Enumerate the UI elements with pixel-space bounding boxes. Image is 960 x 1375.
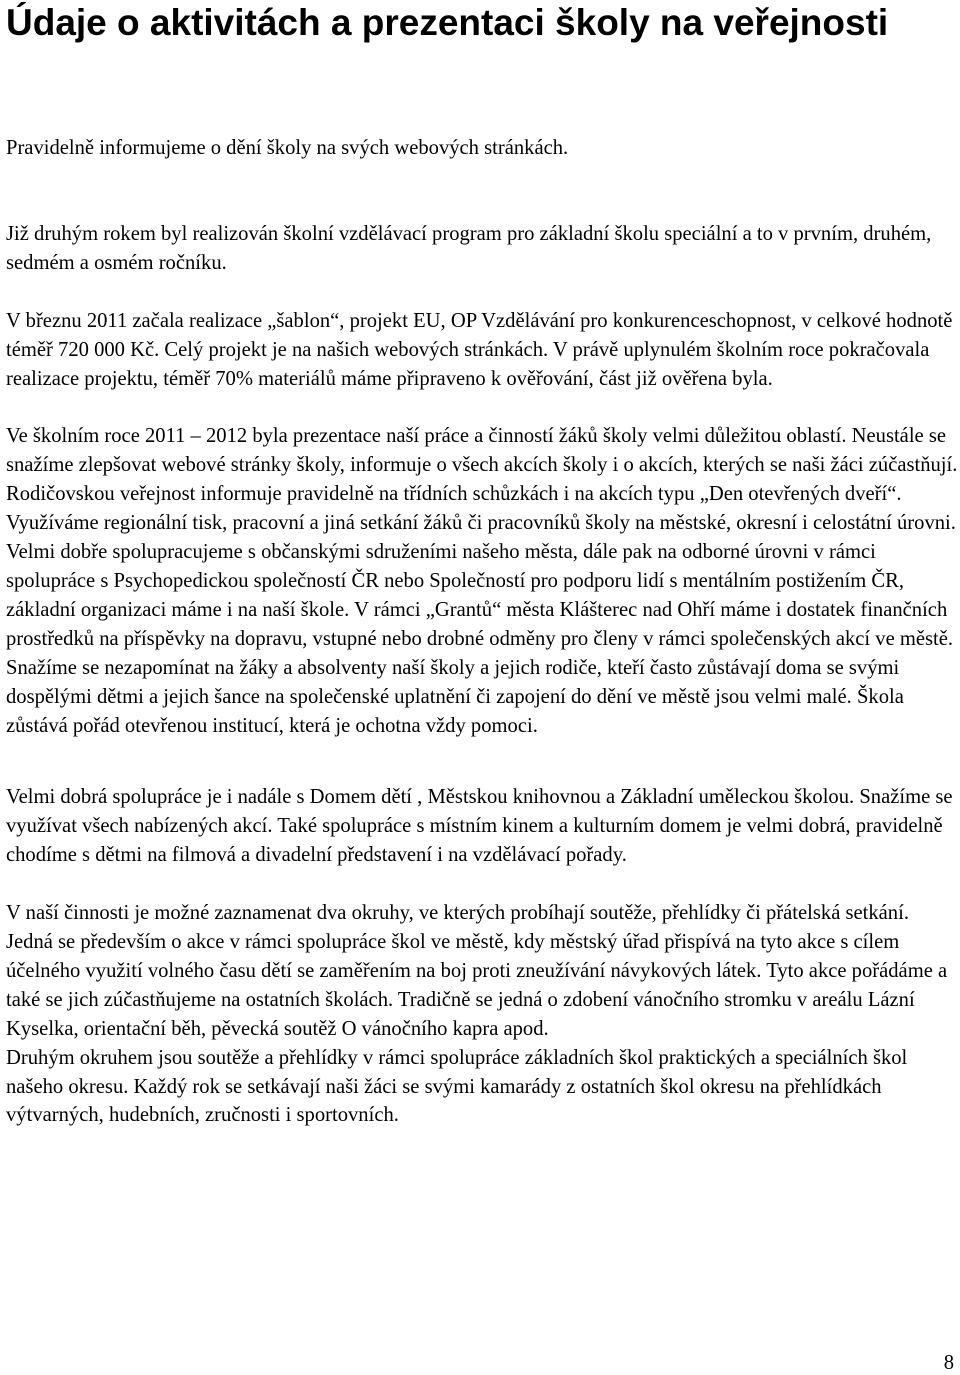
paragraph-regional-cooperation: Využíváme regionální tisk, pracovní a jiná setkání žáků či pracovníků školy na městské, okresní i celostátní úrovni. Velmi dobře spolupracujeme s občanskými sdruženími našeho města, dále pak na odborné úrovni v rámci spolupráce s Psychopedickou společností ČR nebo Společností pro podporu lidí s mentálním postižením ČR, základní organizaci máme i na naší škole. V rámci „Grantů“ města Klášterec nad Ohří máme i dostatek finančních prostředků na příspěvky na dopravu, vstupné nebo drobné odměny pro členy v rámci společenských akcí ve městě. Snažíme se nezapomínat na žáky a absolventy naší školy a jejich rodiče, kteří často zůstávají doma se svými dospělými dětmi a jejich šance na společenské uplatnění či zapojení do dění ve městě jsou velmi malé. Škola zůstává pořád otevřenou institucí, která je ochotna vždy pomoci.	[6, 512, 956, 737]
paragraph-school-program: Již druhým rokem byl realizován školní vzdělávací program pro základní školu speciální a to v prvním, druhém, sedmém a osmém ročníku.	[6, 222, 932, 274]
page-title: Údaje o aktivitách a prezentaci školy na veřejnosti	[6, 2, 889, 43]
paragraph-eu-project: V březnu 2011 začala realizace „šablon“, projekt EU, OP Vzdělávání pro konkurenceschopnost, v celkové hodnotě téměř 720 000 Kč. Celý projekt je na našich webových stránkách. V právě uplynulém školním roce pokračovala realizace projektu, téměř 70% materiálů máme připraveno k ověřování, část již ověřena byla.	[6, 309, 953, 390]
paragraph-competitions: V naší činnosti je možné zaznamenat dva okruhy, ve kterých probíhají soutěže, přehlídky či přátelská setkání. Jedná se především o akce v rámci spolupráce škol ve městě, kdy městský úřad přispívá na tyto akce s cílem účelného využití volného času dětí se zaměřením na boj proti zneužívání návykových látek. Tyto akce pořádáme a také se jich zúčastňujeme na ostatních školách. Tradičně se jedná o zdobení vánočního stromku v areálu Lázní Kyselka, orientační běh, pěvecká soutěž O vánočního kapra apod.	[6, 902, 948, 1040]
paragraph-local-institutions: Velmi dobrá spolupráce je i nadále s Domem dětí , Městskou knihovnou a Základní uměleckou školou. Snažíme se využívat všech nabízených akcí. Také spolupráce s místním kinem a kulturním domem je velmi dobrá, pravidelně chodíme s dětmi na filmová a divadelní představení i na vzdělávací pořady.	[6, 786, 953, 867]
paragraph-presentation: Ve školním roce 2011 – 2012 byla prezentace naší práce a činností žáků školy velmi důležitou oblastí. Neustále se snažíme zlepšovat webové stránky školy, informuje o všech akcích školy i o akcích, kterých se naši žáci zúčastňují. Rodičovskou veřejnost informuje pravidelně na třídních schůzkách i na akcích typu „Den otevřených dveří“.	[6, 425, 958, 506]
page-number: 8	[943, 1352, 954, 1374]
document-body	[6, 134, 958, 1130]
paragraph-web-info: Pravidelně informujeme o dění školy na svých webových stránkách.	[6, 137, 569, 159]
paragraph-district-competitions: Druhým okruhem jsou soutěže a přehlídky v rámci spolupráce základních škol praktických a speciálních škol našeho okresu. Každý rok se setkávají naši žáci se svými kamarády z ostatních škol okresu na přehlídkách výtvarných, hudebních, zručnosti i sportovních.	[6, 1046, 908, 1127]
